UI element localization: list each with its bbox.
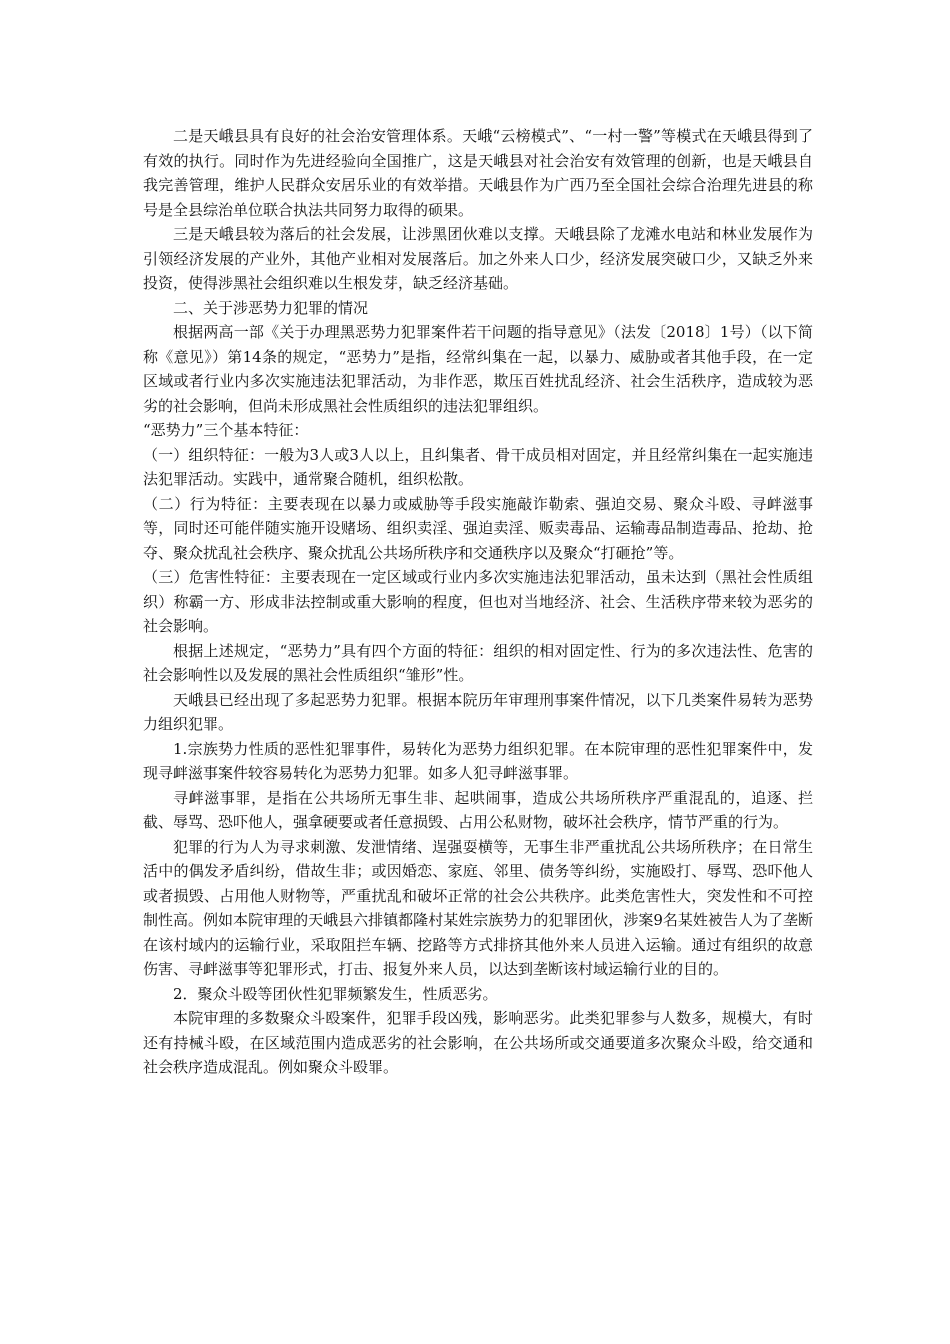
paragraph: 1.宗族势力性质的恶性犯罪事件，易转化为恶势力组织犯罪。在本院审理的恶性犯罪案件中，发现寻衅滋事案件较容易转化为恶势力犯罪。如多人犯寻衅滋事罪。 [143, 739, 813, 782]
paragraph: 根据上述规定，“恶势力”具有四个方面的特征：组织的相对固定性、行为的多次违法性、危害的社会影响性以及发展的黑社会性质组织“雏形”性。 [143, 641, 813, 684]
paragraph: 二是天峨县具有良好的社会治安管理体系。天峨“云榜模式”、“一村一警”等模式在天峨县得到了有效的执行。同时作为先进经验向全国推广，这是天峨县对社会治安有效管理的创新，也是天峨县自我完善管理，维护人民群众安居乐业的有效举措。天峨县作为广西乃至全国社会综合治理先进县的称号是全县综治单位联合执法共同努力取得的硕果。 [143, 127, 813, 219]
list-item: （二）行为特征：主要表现在以暴力或威胁等手段实施敲诈勒索、强迫交易、聚众斗殴、寻衅滋事等，同时还可能伴随实施开设赌场、组织卖淫、强迫卖淫、贩卖毒品、运输毒品制造毒品、抢劫、抢夺、聚众扰乱社会秩序、聚众扰乱公共场所秩序和交通秩序以及聚众“打砸抢”等。 [143, 494, 813, 562]
paragraph: 2．聚众斗殴等团伙性犯罪频繁发生，性质恶劣。 [173, 984, 498, 1003]
paragraph: 根据两高一部《关于办理黑恶势力犯罪案件若干问题的指导意见》（法发〔2018〕1号）（以下简称《意见》）第14条的规定，“恶势力”是指，经常纠集在一起，以暴力、威胁或者其他手段，在一定区域或者行业内多次实施违法犯罪活动，为非作恶，欺压百姓扰乱经济、社会生活秩序，造成较为恶劣的社会影响，但尚未形成黑社会性质组织的违法犯罪组织。 [143, 323, 813, 415]
paragraph: 犯罪的行为人为寻求刺激、发泄情绪、逞强耍横等，无事生非严重扰乱公共场所秩序；在日常生活中的偶发矛盾纠纷，借故生非；或因婚恋、家庭、邻里、债务等纠纷，实施殴打、辱骂、恐吓他人或者损毁、占用他人财物等，严重扰乱和破坏正常的社会公共秩序。此类危害性大，突发性和不可控制性高。例如本院审理的天峨县六排镇都隆村某姓宗族势力的犯罪团伙，涉案9名某姓被告人为了垄断在该村域内的运输行业，采取阻拦车辆、挖路等方式排挤其他外来人员进入运输。通过有组织的故意伤害、寻衅滋事等犯罪形式，打击、报复外来人员，以达到垄断该村域运输行业的目的。 [143, 837, 813, 978]
paragraph: 本院审理的多数聚众斗殴案件，犯罪手段凶残，影响恶劣。此类犯罪参与人数多，规模大，有时还有持械斗殴，在区域范围内造成恶劣的社会影响，在公共场所或交通要道多次聚众斗殴，给交通和社会秩序造成混乱。例如聚众斗殴罪。 [143, 1009, 813, 1076]
document-body [143, 124, 813, 1080]
list-item: （三）危害性特征：主要表现在一定区域或行业内多次实施违法犯罪活动，虽未达到（黑社会性质组织）称霸一方、形成非法控制或重大影响的程度，但也对当地经济、社会、生活秩序带来较为恶劣的社会影响。 [143, 568, 813, 635]
paragraph: 寻衅滋事罪，是指在公共场所无事生非、起哄闹事，造成公共场所秩序严重混乱的，追逐、拦截、辱骂、恐吓他人，强拿硬要或者任意损毁、占用公私财物，破坏社会秩序，情节严重的行为。 [143, 788, 813, 831]
paragraph: 三是天峨县较为落后的社会发展，让涉黑团伙难以支撑。天峨县除了龙滩水电站和林业发展作为引领经济发展的产业外，其他产业相对发展落后。加之外来人口少，经济发展突破口少，又缺乏外来投资，使得涉黑社会组织难以生根发芽，缺乏经济基础。 [143, 225, 813, 292]
paragraph: “恶势力”三个基本特征： [143, 421, 309, 439]
paragraph: 天峨县已经出现了多起恶势力犯罪。根据本院历年审理刑事案件情况，以下几类案件易转为恶势力组织犯罪。 [143, 690, 813, 733]
section-heading: 二、关于涉恶势力犯罪的情况 [173, 298, 369, 317]
list-item: （一）组织特征：一般为3人或3人以上，且纠集者、骨干成员相对固定，并且经常纠集在一起实施违法犯罪活动。实践中，通常聚合随机，组织松散。 [143, 445, 813, 488]
